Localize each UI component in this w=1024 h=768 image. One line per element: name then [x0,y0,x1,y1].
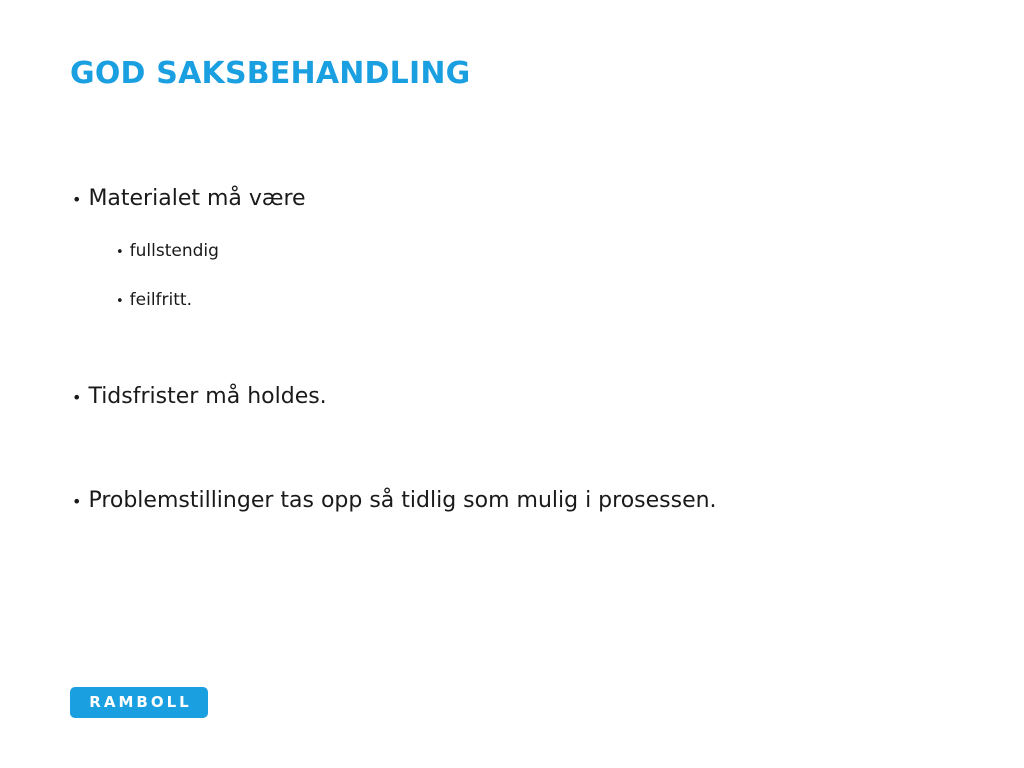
bullet-text: Materialet må være [88,186,306,211]
bullet-text: Problemstillinger tas opp så tidlig som mulig i prosessen. [88,488,717,513]
bullet-icon: • [72,492,82,511]
sub-bullet-item [116,289,192,313]
ramboll-logo [70,687,208,718]
bullet-icon: • [116,294,124,309]
sub-bullet-text: fullstendig [129,241,219,261]
slide-title: GOD SAKSBEHANDLING [70,56,471,91]
bullet-item [72,487,717,516]
bullet-item [72,383,327,412]
sub-bullet-text: feilfritt. [129,290,192,310]
bullet-text: Tidsfrister må holdes. [88,384,327,409]
bullet-icon: • [72,388,82,407]
bullet-item [72,185,306,214]
bullet-icon: • [116,245,124,260]
logo-text: RAMBOLL [89,693,192,711]
sub-bullet-item [116,240,219,264]
bullet-icon: • [72,190,82,209]
